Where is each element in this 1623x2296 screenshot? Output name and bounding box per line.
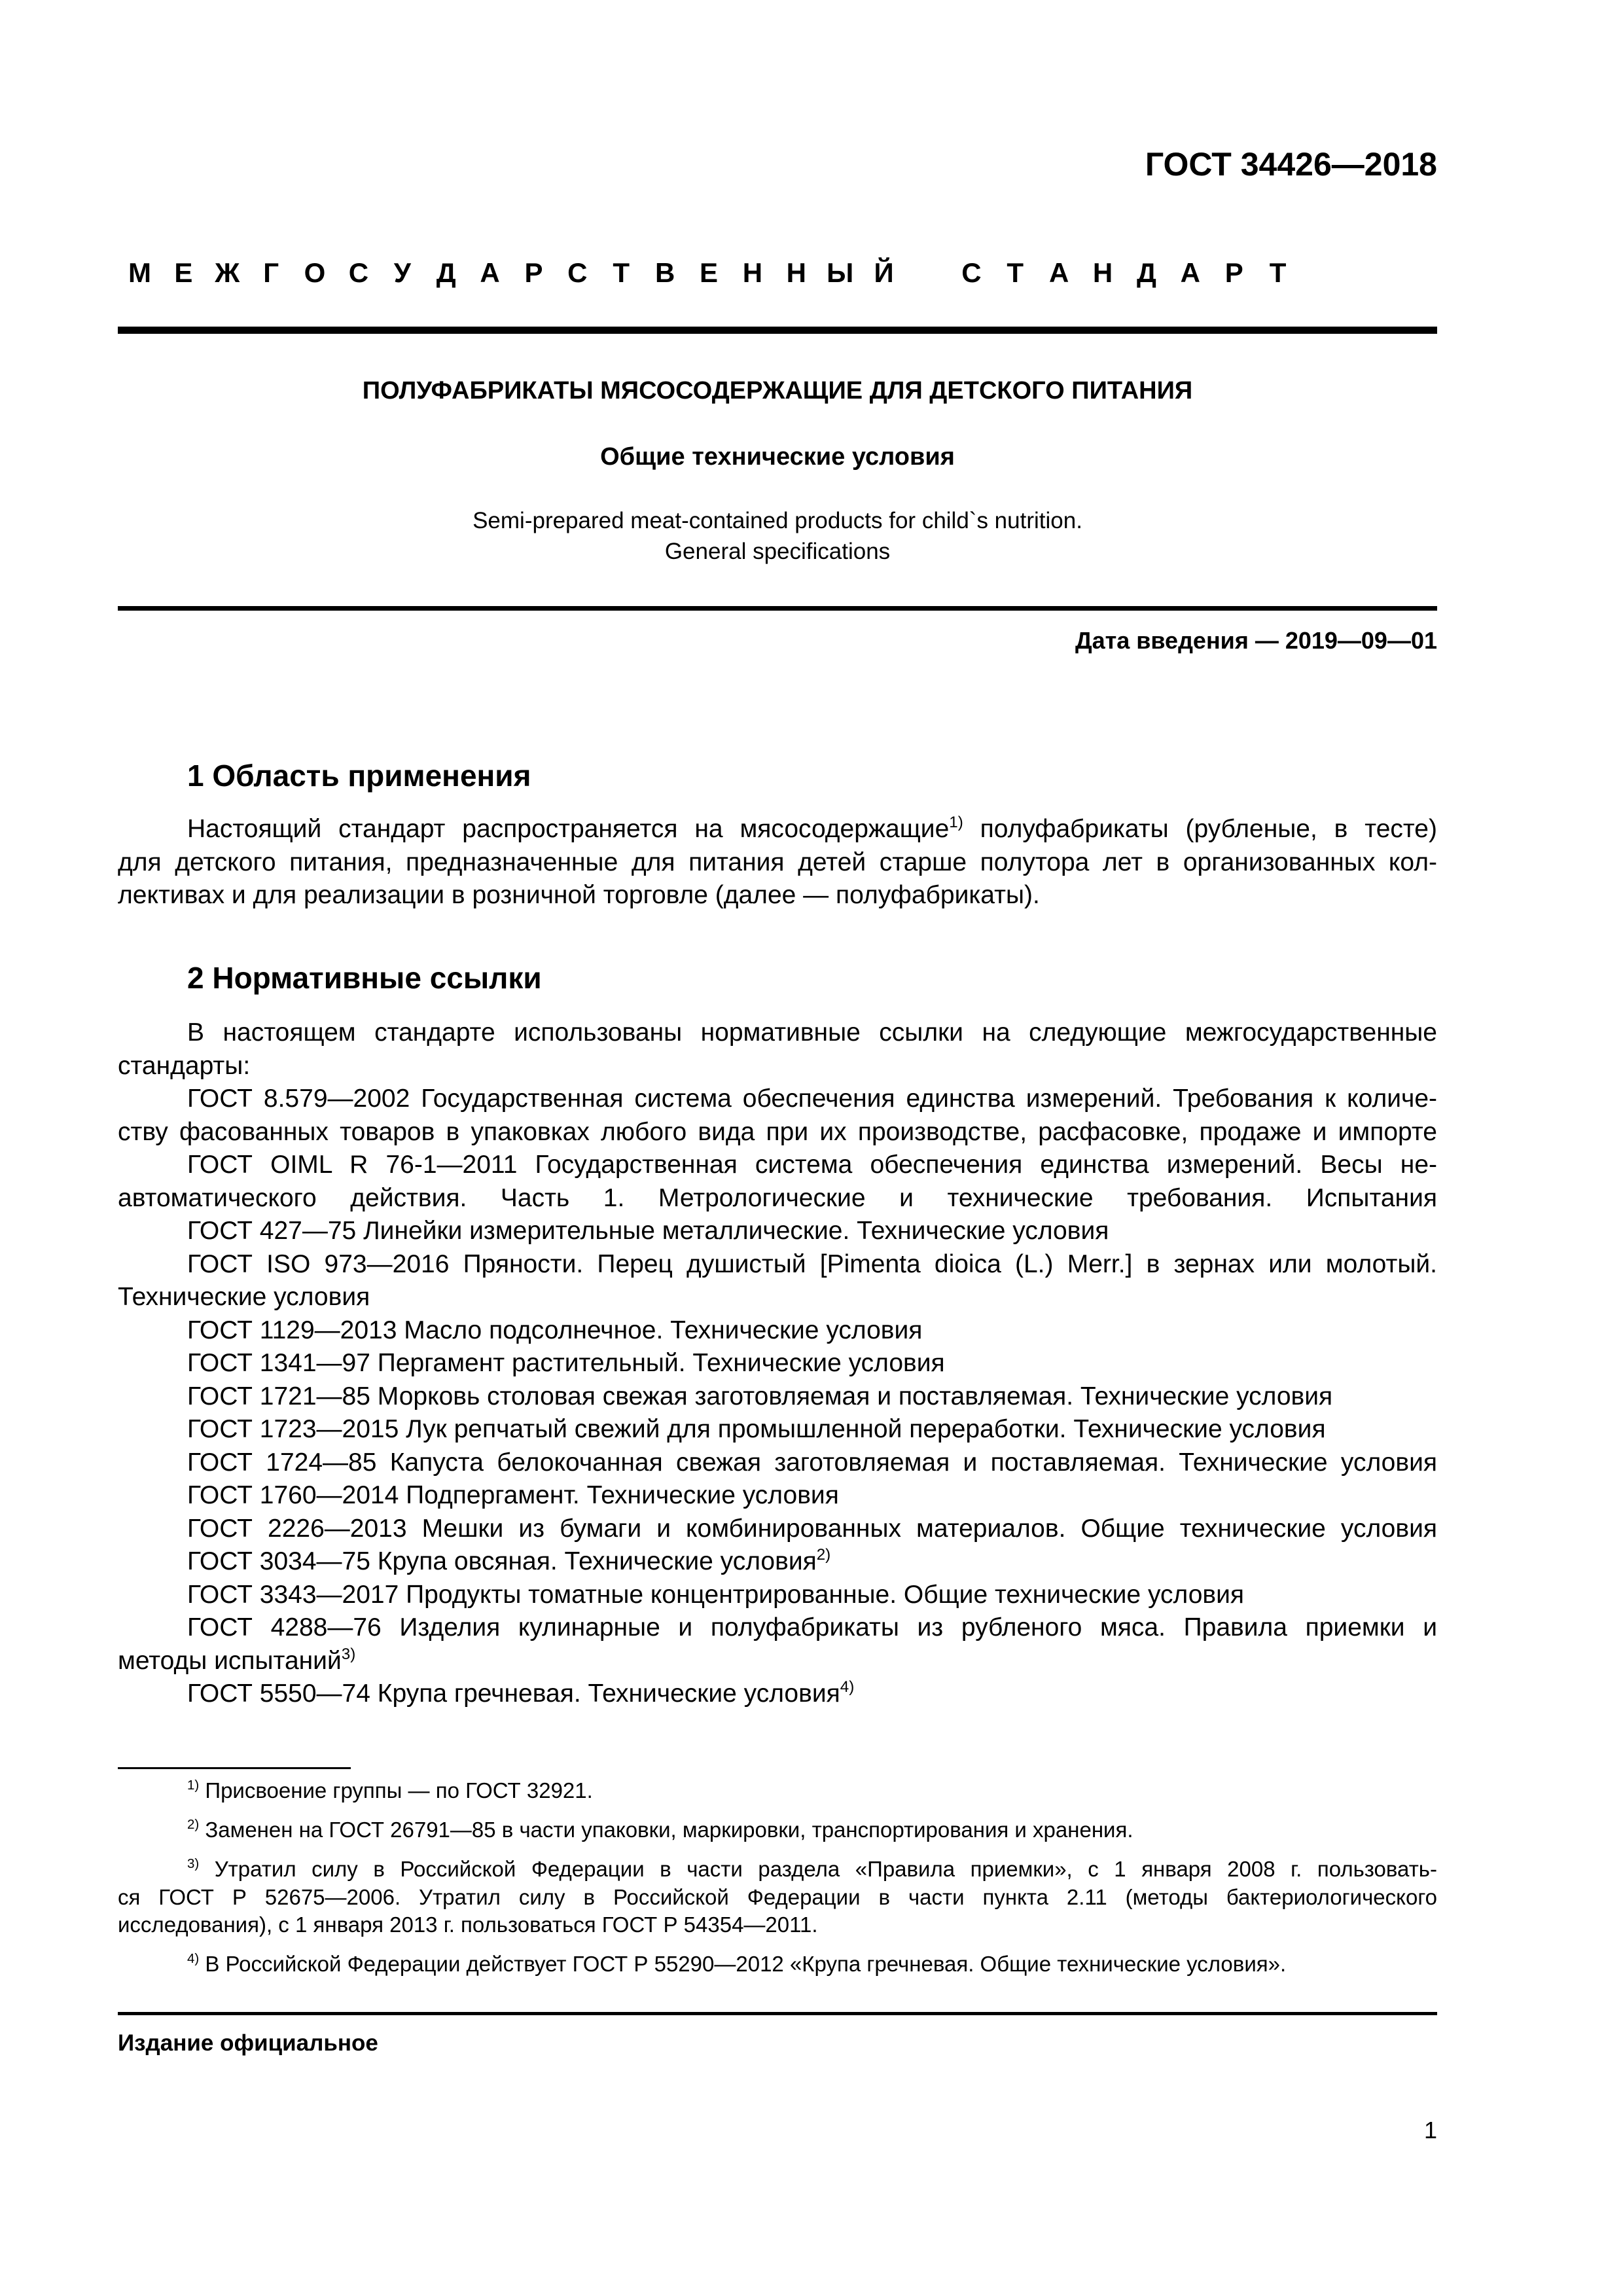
section-2-text: Технические условия (118, 1283, 370, 1311)
section-1-line (118, 881, 1040, 910)
footnote-text: ся ГОСТ Р 52675—2006. Утратил силу в Российской Федерации в части пункта 2.11 (методы бактериологического (118, 1885, 1437, 1909)
footnote-text: Присвоение группы — по ГОСТ 32921. (199, 1778, 593, 1803)
section-2-line (118, 1184, 1437, 1213)
section-2-line (187, 1515, 1437, 1543)
heading-letter: Н (1092, 257, 1113, 288)
heading-letter: У (393, 257, 411, 288)
section-2-text: ГОСТ 8.579—2002 Государственная система обеспечения единства измерений. Требования к количе- (187, 1085, 1437, 1113)
heading-letter: Е (174, 257, 193, 288)
heading-letter: Т (1007, 257, 1024, 288)
footnote-line (187, 1952, 1286, 1977)
section-2-line (187, 1679, 854, 1708)
title-rule (118, 606, 1437, 611)
section-2-line (118, 1283, 370, 1312)
footnote-reference: 1) (949, 814, 963, 832)
section-1-text: полуфабрикаты (рубленые, в тесте) (963, 815, 1437, 843)
section-2-line (187, 1481, 839, 1510)
heading-letter: М (128, 257, 151, 288)
heading-letter: С (348, 257, 369, 288)
section-1-text: Настоящий стандарт распространяется на мясосодержащие (187, 815, 950, 843)
top-rule (118, 327, 1437, 334)
section-2-line (187, 1613, 1437, 1642)
section-2-text: ГОСТ 1721—85 Морковь столовая свежая заготовляемая и поставляемая. Технические условия (187, 1382, 1333, 1410)
footnote-reference: 3) (341, 1645, 356, 1663)
section-2-text: ГОСТ 1724—85 Капуста белокочанная свежая заготовляемая и поставляемая. Технические условия (187, 1448, 1437, 1477)
footnote-marker: 1) (187, 1778, 200, 1793)
section-2-text: ГОСТ 1129—2013 Масло подсолнечное. Технические условия (187, 1316, 923, 1344)
section-2-text: ГОСТ 1760—2014 Подпергамент. Технические условия (187, 1481, 839, 1509)
section-2-text: ГОСТ 3034—75 Крупа овсяная. Технические условия (187, 1547, 817, 1575)
heading-space (906, 257, 950, 289)
section-2-line (187, 1382, 1332, 1411)
gost-code: ГОСТ 34426—2018 (1145, 146, 1437, 183)
section-2-text: ГОСТ 3343—2017 Продукты томатные концентрированные. Общие технические условия (187, 1580, 1245, 1609)
section-2-text: ству фасованных товаров в упаковках любого вида при их производстве, расфасовке, продаже и импорте (118, 1117, 1437, 1146)
footnote-text: В Российской Федерации действует ГОСТ Р 55290—2012 «Крупа гречневая. Общие технические условия». (199, 1952, 1287, 1976)
section-1-line (118, 848, 1437, 877)
footnote-line (187, 1818, 1133, 1842)
footnote-separator (118, 1767, 351, 1769)
heading-letter: Г (263, 257, 279, 288)
section-2-text: методы испытаний (118, 1646, 342, 1675)
footer-rule (118, 2012, 1437, 2015)
section-2-text: В настоящем стандарте использованы нормативные ссылки на следующие межгосударственные (187, 1018, 1437, 1047)
section-2-line (118, 1052, 250, 1081)
section-2-line (187, 1415, 1326, 1444)
footnote-marker: 3) (187, 1856, 200, 1872)
section-2-line (187, 1151, 1437, 1179)
page-number: 1 (1423, 2117, 1437, 2144)
section-2-heading: 2 Нормативные ссылки (187, 961, 542, 995)
section-2-text: ГОСТ ISO 973—2016 Пряности. Перец душистый [Pimenta dioica (L.) Merr.] в зернах или молотый. (187, 1249, 1437, 1278)
section-2-text: стандарты: (118, 1051, 251, 1080)
section-2-text: ГОСТ 427—75 Линейки измерительные металлические. Технические условия (187, 1217, 1109, 1245)
footnote-text: Заменен на ГОСТ 26791—85 в части упаковки, маркировки, транспортирования и хранения. (199, 1818, 1133, 1842)
section-2-text: ГОСТ 1723—2015 Лук репчатый свежий для промышленной переработки. Технические условия (187, 1415, 1326, 1443)
english-title-line-2: General specifications (664, 539, 891, 564)
section-2-line (187, 1349, 945, 1378)
footnote-text: Утратил силу в Российской Федерации в части раздела «Правила приемки», с 1 января 2008 г. пользовать- (199, 1857, 1437, 1881)
section-2-text: ГОСТ 1341—97 Пергамент растительный. Технические условия (187, 1349, 945, 1377)
heading-letter: Н (786, 257, 806, 288)
heading-letter: Р (524, 257, 543, 288)
section-2-line (118, 1118, 1437, 1147)
edition-label: Издание официальное (118, 2030, 378, 2056)
heading-letter: А (480, 257, 500, 288)
document-title: ПОЛУФАБРИКАТЫ МЯСОСОДЕРЖАЩИЕ ДЛЯ ДЕТСКОГО ПИТАНИЯ (362, 377, 1193, 404)
section-2-text: автоматического действия. Часть 1. Метрологические и технические требования. Испытания (118, 1183, 1437, 1212)
heading-letter: Н (742, 257, 763, 288)
footnote-marker: 4) (187, 1951, 200, 1967)
heading-letter: Д (1136, 257, 1156, 288)
heading-letter: Т (613, 257, 630, 288)
english-title (118, 505, 1437, 567)
section-1-line (187, 815, 1437, 844)
section-2-line (187, 1018, 1437, 1047)
introduction-date: Дата введения — 2019—09—01 (1075, 627, 1437, 654)
section-2-text: ГОСТ OIML R 76-1—2011 Государственная система обеспечения единства измерений. Весы не- (187, 1151, 1437, 1179)
section-2-text: ГОСТ 4288—76 Изделия кулинарные и полуфабрикаты из рубленого мяса. Правила приемки и (187, 1613, 1437, 1641)
heading-letter: Т (1269, 257, 1287, 288)
section-2-line (187, 1547, 830, 1576)
heading-letter: Ж (215, 257, 240, 288)
english-title-line-1: Semi-prepared meat-contained products for child`s nutrition. (473, 508, 1082, 533)
heading-letter: С (961, 257, 982, 288)
interstate-standard-heading (118, 257, 1437, 289)
section-2-text: ГОСТ 5550—74 Крупа гречневая. Технические условия (187, 1679, 840, 1708)
section-2-line (187, 1448, 1437, 1477)
heading-letter: Й (874, 257, 894, 288)
section-1-text: для детского питания, предназначенные для питания детей старше полутора лет в организованных кол- (118, 848, 1437, 876)
footnote-text: исследования), с 1 января 2013 г. пользоваться ГОСТ Р 54354—2011. (118, 1912, 818, 1937)
heading-letter: Ы (827, 257, 854, 288)
footnote-line (118, 1885, 1437, 1910)
heading-letter: А (1048, 257, 1069, 288)
footnote-line (187, 1778, 593, 1803)
heading-letter: Д (436, 257, 456, 288)
section-2-line (187, 1581, 1244, 1609)
heading-letter: А (1180, 257, 1200, 288)
footnote-line (118, 1912, 818, 1937)
document-subtitle: Общие технические условия (600, 443, 955, 471)
heading-letter: Е (700, 257, 719, 288)
section-2-line (187, 1085, 1437, 1113)
footnote-reference: 4) (840, 1678, 855, 1696)
heading-letter: Р (1224, 257, 1243, 288)
footnote-marker: 2) (187, 1817, 200, 1833)
section-2-line (118, 1647, 355, 1676)
section-2-line (187, 1316, 922, 1345)
footnote-reference: 2) (816, 1546, 831, 1564)
heading-letter: С (567, 257, 588, 288)
section-2-line (187, 1217, 1109, 1246)
section-1-text: лективах и для реализации в розничной торговле (далее — полуфабрикаты). (118, 881, 1040, 909)
section-2-line (187, 1250, 1437, 1279)
section-2-text: ГОСТ 2226—2013 Мешки из бумаги и комбинированных материалов. Общие технические условия (187, 1514, 1437, 1543)
heading-letter: В (654, 257, 675, 288)
heading-letter: О (304, 257, 326, 288)
section-1-heading: 1 Область применения (187, 759, 531, 793)
footnote-line (187, 1857, 1437, 1882)
